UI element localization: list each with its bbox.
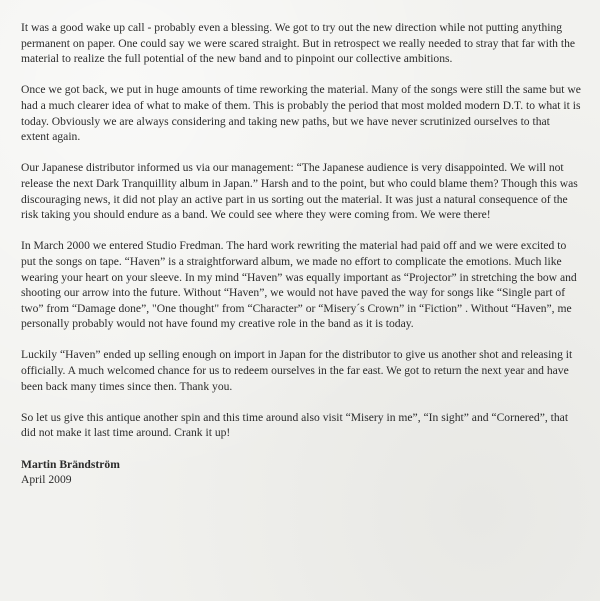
paragraph-4: In March 2000 we entered Studio Fredman. The hard work rewriting the material had paid off and we were excited to put the songs on tape. “Haven” is a straightforward album, we made no effort to complicate the emotions. Much like wearing your heart on your sleeve. In my mind “Haven” was equally important as “Projector” in stretching the bow and shooting our arrow into the future. Without “Haven”, we would not have paved the way for songs like “Single part of two” from “Damage done”, "One thought" from “Character” or “Misery´s Crown” in “Fiction” . Without “Haven”, me personally probably would not have found my creative role in the band as it is today. [21, 239, 577, 331]
paragraph-6: So let us give this antique another spin and this time around also visit “Misery in me”, “In sight” and “Cornered”, that did not make it last time around. Crank it up! [21, 410, 569, 440]
signature-block [21, 457, 581, 488]
signature-date: April 2009 [21, 473, 72, 487]
letter-body [21, 20, 581, 488]
paragraph-3: Our Japanese distributor informed us via our management: “The Japanese audience is very disappointed. We will not release the next Dark Tranquillity album in Japan.” Harsh and to the point, but who could blame them? Though this was discouraging news, it did not play an active part in us sorting out the material. It was just a natural consequence of the risk taking you should endure as a band. We could see where they were coming from. We were there! [21, 161, 578, 222]
paragraph-2: Once we got back, we put in huge amounts of time reworking the material. Many of the songs were still the same but we had a much clearer idea of what to make of them. This is probably the period that most molded modern D.T. to what it is today. Obviously we are always considering and taking new paths, but we have never scrutinized ourselves to that extent again. [21, 83, 581, 144]
paragraph-1: It was a good wake up call - probably even a blessing. We got to try out the new direction while not putting anything permanent on paper. One could say we were scared straight. But in retrospect we really needed to stray that far with the material to realize the full potential of the new band and to pinpoint our collective ambitions. [21, 21, 576, 66]
signature-name: Martin Brändström [21, 457, 120, 471]
paragraph-5: Luckily “Haven” ended up selling enough on import in Japan for the distributor to give us another shot and releasing it officially. A much welcomed chance for us to redeem ourselves in the far east. We got to return the next year and have been back many times since then. Thank you. [21, 348, 573, 393]
